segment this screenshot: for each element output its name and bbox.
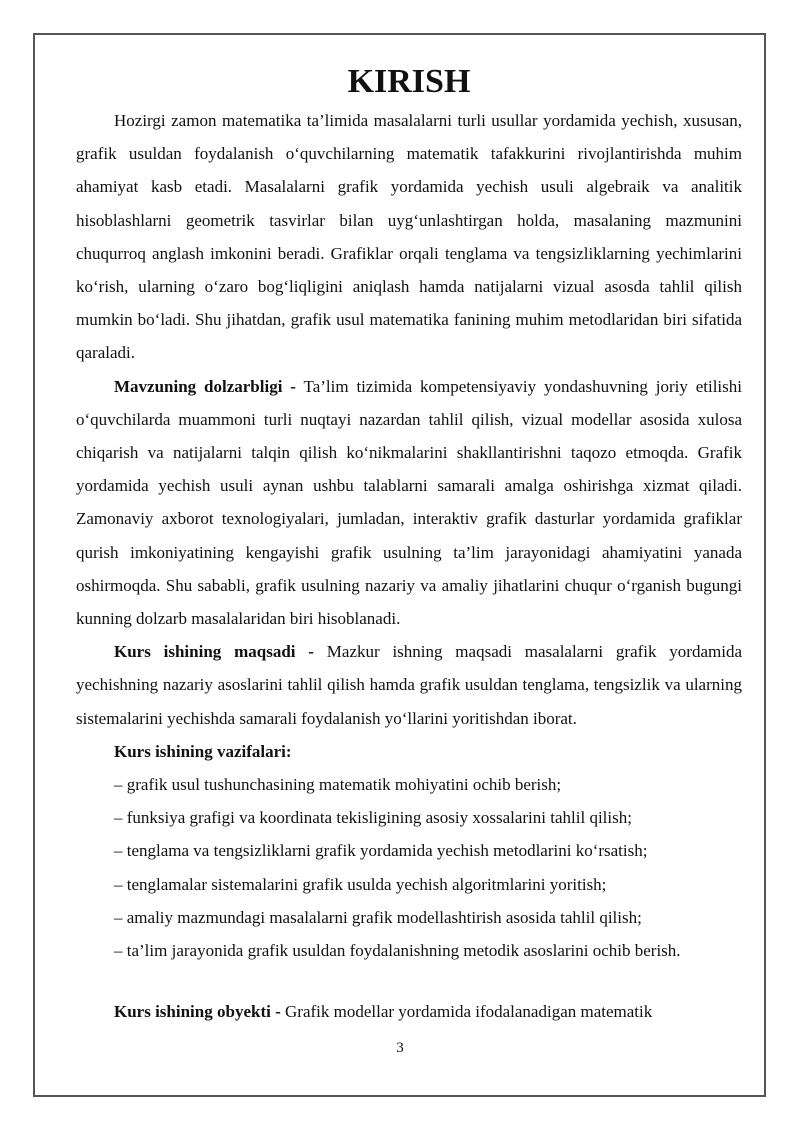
intro-paragraph: Hozirgi zamon matematika ta’limida masalalarni turli usullar yordamida yechish, xususan, grafik usuldan foydalanish o‘quvchilarning matematik tafakkurini rivojlantirishda muhim ahamiyat kasb etadi. Masalalarni grafik yordamida yechish usuli algebraik va analitik hisoblashlarni geometrik tasvirlar bilan uyg‘unlashtirgan holda, masalaning mazmunini chuqurroq anglash imkonini beradi. Grafiklar orqali tenglama va tengsizliklarning yechimlarini ko‘rish, ularning o‘zaro bog‘liqligini aniqlash hamda natijalarni vizual asosda tahlil qilish mumkin bo‘ladi. Shu jihatdan, grafik usul matematika fanining muhim metodlaridan biri sifatida qaraladi. <box>76 111 742 363</box>
object-label: Kurs ishining obyekti - <box>114 1002 281 1022</box>
spacer <box>76 967 742 995</box>
tasks-list <box>76 768 742 967</box>
goal-text: Mazkur ishning maqsadi masalalarni grafik yordamida yechishning nazariy asoslarini tahlil qilish hamda grafik usuldan tenglama, tengsizlik va ularning sistemalarini yechishda samarali foydalanish yo‘llarini yoritishdan iborat. <box>76 642 743 728</box>
object-paragraph <box>76 995 742 1028</box>
task-item: – grafik usul tushunchasining matematik mohiyatini ochib berish; <box>114 775 562 795</box>
goal-paragraph <box>76 635 742 735</box>
relevance-text: Ta’lim tizimida kompetensiyaviy yondashuvning joriy etilishi o‘quvchilarda muammoni turli nuqtayi nazardan tahlil qilish, vizual modellar asosida xulosa chiqarish va natijalarni talqin qilish ko‘nikmalarini shakllantirishni taqozo etmoqda. Grafik yordamida yechish usuli aynan ushbu talablarni samarali amalga oshirishga xizmat qiladi. Zamonaviy axborot texnologiyalari, jumladan, interaktiv grafik dasturlar yordamida grafiklar qurish imkoniyatining kengayishi grafik usulning ta’lim jarayonidagi ahamiyatini yanada oshirmoqda. Shu sababli, grafik usulning nazariy va amaliy jihatlarini chuqur o‘rganish bugungi kunning dolzarb masalalaridan biri hisoblanadi. <box>76 376 742 629</box>
relevance-label: Mavzuning dolzarbligi - <box>114 376 296 396</box>
goal-label: Kurs ishining maqsadi - <box>114 642 314 662</box>
task-item: – ta’lim jarayonida grafik usuldan foydalanishning metodik asoslarini ochib berish. <box>114 941 681 961</box>
object-text: Grafik modellar yordamida ifodalanadigan matematik <box>285 1002 653 1022</box>
tasks-heading: Kurs ishining vazifalari: <box>114 741 292 761</box>
page-number: 3 <box>396 1040 404 1056</box>
task-item: – amaliy mazmundagi masalalarni grafik modellashtirish asosida tahlil qilish; <box>114 907 642 927</box>
task-item: – tenglama va tengsizliklarni grafik yordamida yechish metodlarini ko‘rsatish; <box>114 841 648 861</box>
relevance-paragraph <box>76 370 742 636</box>
document-title: KIRISH <box>347 63 471 100</box>
document-body <box>76 63 743 1028</box>
task-item: – funksiya grafigi va koordinata tekisligining asosiy xossalarini tahlil qilish; <box>114 808 632 828</box>
task-item: – tenglamalar sistemalarini grafik usulda yechish algoritmlarini yoritish; <box>114 874 607 894</box>
